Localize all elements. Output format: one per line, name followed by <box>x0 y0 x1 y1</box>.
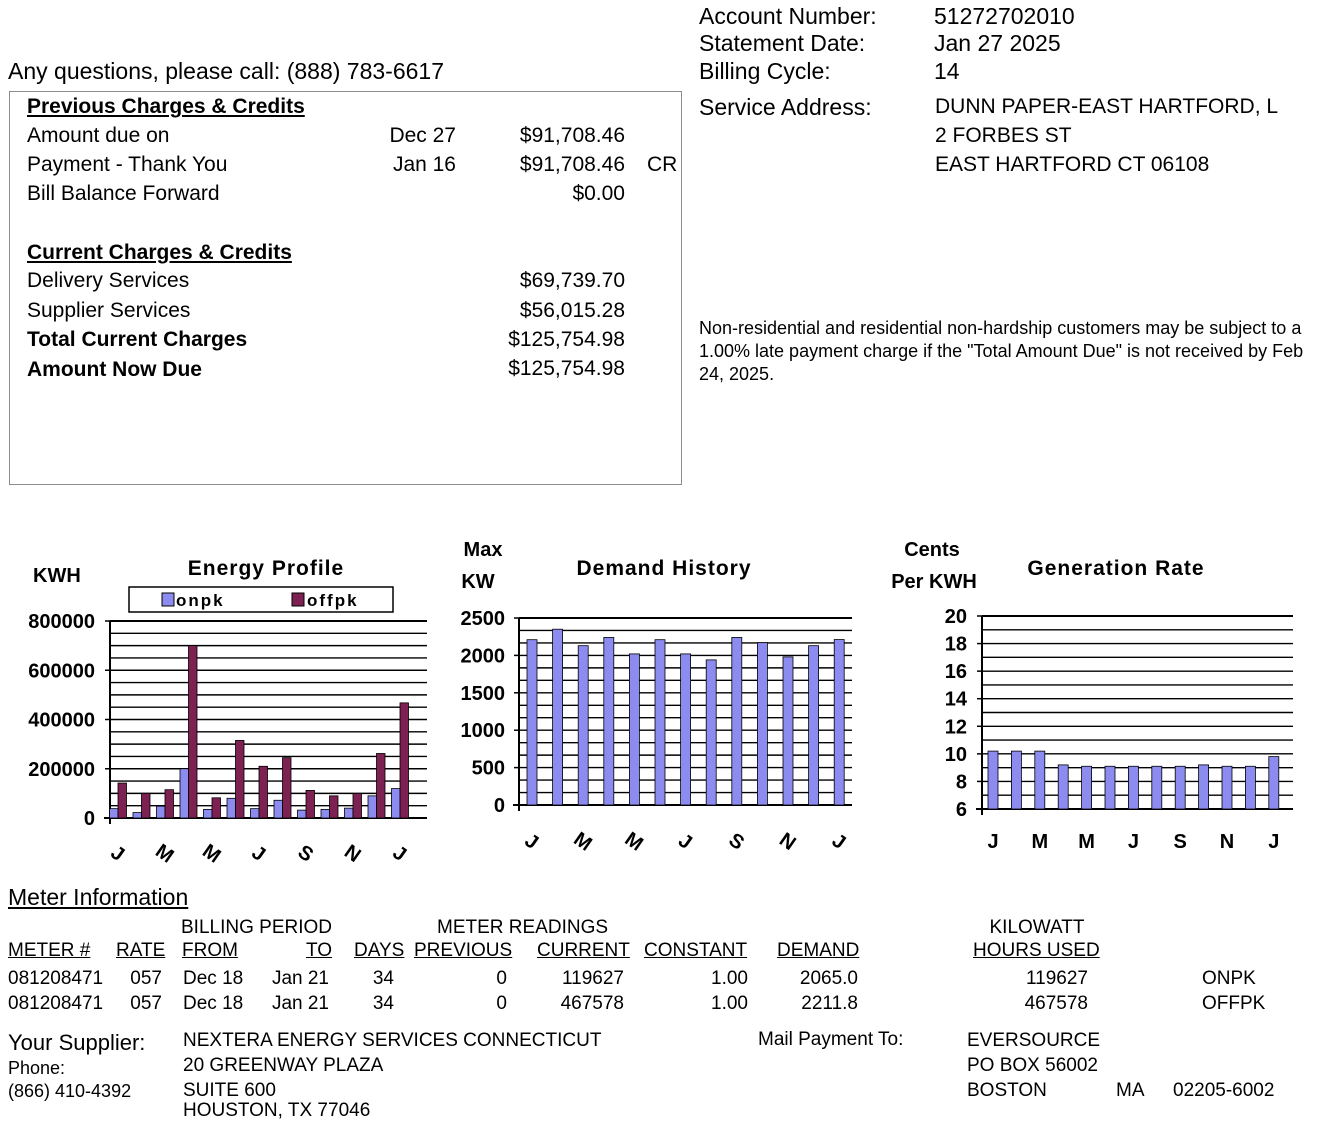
legend-label-onpk: onpk <box>176 591 225 610</box>
bar <box>1152 766 1162 809</box>
column-header-current: CURRENT <box>537 940 630 961</box>
y-tick-label: 2500 <box>460 608 505 630</box>
demand-y-axis-label: Max <box>463 539 503 561</box>
charge-row-label: Bill Balance Forward <box>27 182 220 205</box>
column-header-from: FROM <box>182 940 238 961</box>
bar <box>1011 751 1021 809</box>
bar-onpk <box>110 809 119 818</box>
demand: 2065.0 <box>799 968 858 989</box>
demand-history-chart <box>461 539 853 856</box>
y-tick-label: 10 <box>944 743 967 766</box>
supplier-address-line: 20 GREENWAY PLAZA <box>183 1055 384 1076</box>
bar-offpk <box>306 790 315 818</box>
x-tick-label: J <box>520 829 543 855</box>
bar <box>1222 766 1232 809</box>
x-tick-label: J <box>1127 831 1139 853</box>
y-tick-label: 1000 <box>460 720 505 743</box>
previous-reading: 0 <box>496 993 507 1014</box>
bar <box>732 637 742 805</box>
y-tick-label: 18 <box>944 633 967 656</box>
y-tick-label: 2000 <box>460 645 505 668</box>
x-tick-label: J <box>674 829 696 855</box>
y-tick-label: 14 <box>944 688 967 711</box>
y-tick-label: 0 <box>83 808 95 830</box>
rate-y-ticks <box>945 606 982 821</box>
energy-profile-chart <box>28 557 427 868</box>
x-tick-label: S <box>724 828 749 855</box>
bar-offpk <box>330 796 339 818</box>
charge-row-label: Delivery Services <box>27 269 190 292</box>
legend-swatch-offpk <box>292 593 304 606</box>
bar-offpk <box>353 793 362 818</box>
x-tick-label: M <box>198 840 225 868</box>
payee-po-box: PO BOX 56002 <box>967 1055 1098 1076</box>
rate-chart-title: Generation Rate <box>1027 557 1205 580</box>
demand-chart-title: Demand History <box>576 557 752 580</box>
bar-onpk <box>133 813 142 818</box>
payee-city: BOSTON <box>967 1080 1047 1101</box>
bar <box>757 643 767 805</box>
total-current-charges-label: Total Current Charges <box>27 328 248 351</box>
bar-offpk <box>212 798 221 818</box>
bar-onpk <box>180 769 189 818</box>
column-header-days: DAYS <box>354 940 405 961</box>
supplier-phone: (866) 410-4392 <box>8 1081 132 1101</box>
days: 34 <box>372 968 394 989</box>
bar-offpk <box>377 753 386 818</box>
bar <box>1105 766 1115 809</box>
bar-onpk <box>345 808 354 818</box>
y-tick-label: 600000 <box>28 660 95 683</box>
x-tick-label: M <box>569 828 596 856</box>
x-tick-label: J <box>388 841 411 867</box>
meter-information-title: Meter Information <box>8 884 189 910</box>
generation-rate-chart <box>891 539 1293 853</box>
column-header-hours-used: HOURS USED <box>973 940 1100 961</box>
charge-row-amount: $69,739.70 <box>519 269 625 292</box>
bar-offpk <box>259 766 268 818</box>
bar <box>655 640 665 805</box>
service-address-line: 2 FORBES ST <box>935 124 1072 147</box>
bar-offpk <box>142 793 151 818</box>
bar <box>706 660 716 805</box>
billing-period-group-header: BILLING PERIOD <box>181 917 332 938</box>
demand-x-labels <box>521 828 850 856</box>
x-tick-label: N <box>340 840 365 867</box>
bar <box>1128 766 1138 809</box>
meter-number: 081208471 <box>8 993 104 1014</box>
account-number-label: Account Number: <box>699 3 877 29</box>
y-tick-label: 800000 <box>28 611 95 633</box>
bar <box>1175 766 1185 809</box>
bar <box>834 640 844 805</box>
bar-offpk <box>283 758 292 818</box>
kwh-used: 467578 <box>1024 993 1088 1014</box>
rate-code: 057 <box>130 993 162 1014</box>
constant: 1.00 <box>711 968 748 989</box>
days: 34 <box>372 993 394 1014</box>
energy-chart-title: Energy Profile <box>187 557 345 580</box>
column-header-rate: RATE <box>116 940 166 961</box>
x-tick-label: N <box>1219 831 1235 853</box>
charge-row-date: Dec 27 <box>389 124 456 147</box>
contact-phone-line: Any questions, please call: (888) 783-6617 <box>8 58 445 84</box>
late-payment-notice: Non-residential and residential non-hardship customers may be subject to a 1.00% late payment charge if the "Total Amount Due" is not received by Feb 24, 2025. <box>699 318 1304 384</box>
bar-onpk <box>368 796 377 818</box>
rate-bars <box>988 751 1279 809</box>
bar-offpk <box>165 790 174 818</box>
total-current-charges-amount: $125,754.98 <box>508 328 625 351</box>
previous-reading: 0 <box>496 968 507 989</box>
charge-row-amount: $0.00 <box>572 182 625 205</box>
y-tick-label: 8 <box>955 771 967 794</box>
payee-state: MA <box>1116 1080 1145 1101</box>
billing-cycle-label: Billing Cycle: <box>699 58 831 84</box>
bar-onpk <box>274 800 283 818</box>
x-tick-label: S <box>293 840 318 867</box>
bar-offpk <box>189 646 198 818</box>
bar-onpk <box>204 809 213 818</box>
statement-date: Jan 27 2025 <box>934 30 1061 56</box>
billing-cycle: 14 <box>934 58 960 84</box>
charge-row-date: Jan 16 <box>392 153 456 176</box>
charge-row-label: Amount due on <box>27 124 170 147</box>
x-tick-label: J <box>247 841 270 867</box>
bar <box>1058 765 1068 809</box>
bar-onpk <box>251 809 260 818</box>
rate-code: 057 <box>130 968 162 989</box>
y-tick-label: 200000 <box>28 758 95 781</box>
period-type: OFFPK <box>1202 993 1266 1014</box>
column-header-previous: PREVIOUS <box>414 940 513 961</box>
x-tick-label: M <box>1078 831 1095 853</box>
constant: 1.00 <box>711 993 748 1014</box>
column-header-to: TO <box>306 940 333 961</box>
x-tick-label: J <box>1268 831 1280 853</box>
supplier-address-line: HOUSTON, TX 77046 <box>183 1100 371 1121</box>
y-tick-label: 20 <box>944 606 967 628</box>
column-header-demand: DEMAND <box>777 940 860 961</box>
bar-offpk <box>400 703 409 818</box>
statement-date-label: Statement Date: <box>699 30 866 56</box>
account-number: 51272702010 <box>934 3 1075 29</box>
y-tick-label: 1500 <box>460 682 505 705</box>
bar <box>1245 766 1255 809</box>
legend-label-offpk: offpk <box>307 591 359 610</box>
x-tick-label: M <box>151 840 178 868</box>
current-reading: 119627 <box>562 968 624 989</box>
energy-y-axis-label: KWH <box>33 565 81 587</box>
x-tick-label: J <box>827 829 850 855</box>
to-date: Jan 21 <box>271 993 329 1014</box>
rate-x-labels <box>987 831 1279 853</box>
y-tick-label: 400000 <box>28 709 95 732</box>
charge-row-amount: $56,015.28 <box>519 299 625 322</box>
amount-now-due-label: Amount Now Due <box>27 358 202 381</box>
bar <box>604 637 614 805</box>
y-tick-label: 500 <box>471 757 505 780</box>
bar-onpk <box>392 789 401 818</box>
bar <box>1269 757 1279 809</box>
x-tick-label: N <box>775 828 800 855</box>
service-address-line: DUNN PAPER-EAST HARTFORD, L <box>935 95 1279 118</box>
bar-onpk <box>321 809 330 818</box>
service-address-line: EAST HARTFORD CT 06108 <box>935 153 1210 176</box>
kilowatt-group-header: KILOWATT <box>989 917 1085 938</box>
bar <box>527 640 537 805</box>
to-date: Jan 21 <box>271 968 329 989</box>
current-charges-heading: Current Charges & Credits <box>27 241 292 264</box>
bar-onpk <box>298 810 307 818</box>
previous-charges-heading: Previous Charges & Credits <box>27 95 305 118</box>
x-tick-label: S <box>1173 831 1187 853</box>
current-reading: 467578 <box>560 993 624 1014</box>
bar <box>629 654 639 805</box>
mail-payment-label: Mail Payment To: <box>758 1029 904 1050</box>
payee-name: EVERSOURCE <box>967 1030 1101 1051</box>
bar <box>988 751 998 809</box>
y-tick-label: 16 <box>944 661 967 684</box>
kwh-used: 119627 <box>1026 968 1088 989</box>
meter-number: 081208471 <box>8 968 104 989</box>
rate-y-axis-label: Cents <box>904 539 960 561</box>
bar <box>1082 766 1092 809</box>
bar <box>1199 765 1209 809</box>
charge-row-amount: $91,708.46 <box>519 124 625 147</box>
bar <box>578 646 588 805</box>
bar <box>809 646 819 805</box>
service-address-label: Service Address: <box>699 94 872 120</box>
energy-y-ticks <box>28 611 110 830</box>
charge-row-label: Supplier Services <box>27 299 191 322</box>
credit-flag: CR <box>647 153 678 176</box>
supplier-address-line: SUITE 600 <box>183 1080 276 1101</box>
supplier-address-line: NEXTERA ENERGY SERVICES CONNECTICUT <box>183 1030 602 1051</box>
y-tick-label: 0 <box>493 795 505 817</box>
bar-offpk <box>236 740 245 818</box>
bar-offpk <box>118 783 127 818</box>
period-type: ONPK <box>1202 968 1256 989</box>
charge-row-amount: $91,708.46 <box>519 153 625 176</box>
bar <box>681 654 691 805</box>
bar <box>553 629 563 805</box>
meter-readings-group-header: METER READINGS <box>437 917 609 938</box>
from-date: Dec 18 <box>183 968 244 989</box>
supplier-phone-label: Phone: <box>8 1058 66 1078</box>
payee-zip: 02205-6002 <box>1173 1080 1275 1101</box>
column-header-meter: METER # <box>8 940 91 961</box>
amount-now-due-amount: $125,754.98 <box>508 357 625 380</box>
bar <box>1035 751 1045 809</box>
y-tick-label: 6 <box>955 799 967 821</box>
supplier-label: Your Supplier: <box>8 1030 146 1055</box>
y-tick-label: 12 <box>944 716 967 739</box>
x-tick-label: J <box>987 831 999 853</box>
x-tick-label: J <box>106 841 129 867</box>
legend-swatch-onpk <box>162 593 174 606</box>
x-tick-label: M <box>620 828 647 856</box>
bar-onpk <box>157 806 166 818</box>
charge-row-label: Payment - Thank You <box>27 153 228 176</box>
column-header-constant: CONSTANT <box>644 940 748 961</box>
demand: 2211.8 <box>801 993 858 1014</box>
demand-y-axis-label: KW <box>461 571 495 593</box>
from-date: Dec 18 <box>183 993 244 1014</box>
rate-y-axis-label: Per KWH <box>891 571 977 593</box>
bar <box>783 657 793 805</box>
demand-y-ticks <box>461 608 520 817</box>
energy-x-labels <box>107 840 411 868</box>
bar-onpk <box>227 798 236 818</box>
x-tick-label: M <box>1031 831 1049 853</box>
